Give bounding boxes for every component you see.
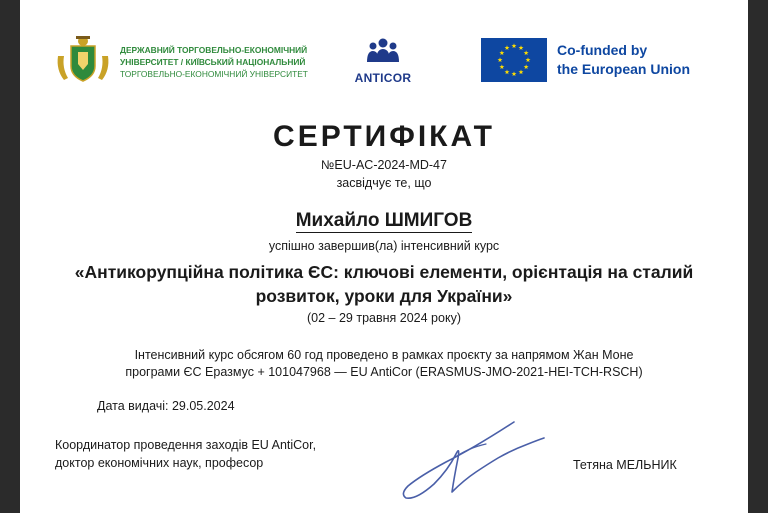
eu-star-icon [519,45,524,50]
course-description-line2: програми ЄС Еразмус + 101047968 — EU AntiCor (ERASMUS-JMO-2021-HEI-TCH-RSCH) [125,365,643,379]
course-description [20,347,748,381]
logo-bar [20,32,748,92]
certificate-number: №EU-AC-2024-MD-47 [321,158,447,172]
signer-name: Тетяна МЕЛЬНИК [573,458,677,472]
anticor-logo [346,38,420,85]
recipient-name-block [20,210,748,232]
course-title-line1: «Антикорупційна політика ЄС: ключові елементи, орієнтація на сталий [74,262,694,282]
eu-cofunded-logo [481,38,711,82]
certifies-text: засвідчує те, що [336,176,432,190]
eu-star-icon [499,50,504,55]
recipient-name: Михайло ШМИГОВ [295,210,473,231]
issue-date: Дата видачі: 29.05.2024 [97,399,235,413]
university-name-line3: ТОРГОВЕЛЬНО-ЕКОНОМІЧНИЙ УНІВЕРСИТЕТ [120,69,308,79]
coordinator-line2: доктор економічних наук, професор [55,456,264,470]
eu-star-icon [498,57,503,62]
course-title [20,260,748,308]
eu-flag-icon [481,38,547,82]
certificate-title: СЕРТИФІКАТ [273,120,495,153]
university-crest-icon [54,34,112,84]
eu-star-icon [512,71,517,76]
completed-text: успішно завершив(ла) інтенсивний курс [268,239,500,253]
signature-image [394,418,546,502]
eu-star-icon [499,64,504,69]
eu-star-icon [526,57,531,62]
university-name-line2: УНІВЕРСИТЕТ / КИЇВСЬКИЙ НАЦІОНАЛЬНИЙ [120,57,306,67]
course-description-line1: Інтенсивний курс обсягом 60 год проведено в рамках проєкту за напрямом Жан Моне [134,348,634,362]
eu-star-icon [524,64,529,69]
eu-star-icon [519,70,524,75]
university-name-line1: ДЕРЖАВНИЙ ТОРГОВЕЛЬНО-ЕКОНОМІЧНИЙ [120,45,308,55]
coordinator-line1: Координатор проведення заходів EU AntiCor, [55,438,317,452]
eu-star-icon [524,50,529,55]
eu-star-icon [505,70,510,75]
eu-line2: the European Union [557,61,690,77]
certificate-page [20,0,748,513]
eu-star-icon [512,43,517,48]
eu-line1: Co-funded by [557,42,648,58]
eu-cofunded-text [557,41,690,79]
university-name [120,44,308,80]
course-dates: (02 – 29 травня 2024 року) [307,311,461,325]
coordinator-info [55,436,316,472]
course-title-line2: розвиток, уроки для України» [255,286,513,306]
people-group-icon [363,38,403,64]
eu-star-icon [505,45,510,50]
anticor-wordmark: ANTICOR [354,71,412,85]
